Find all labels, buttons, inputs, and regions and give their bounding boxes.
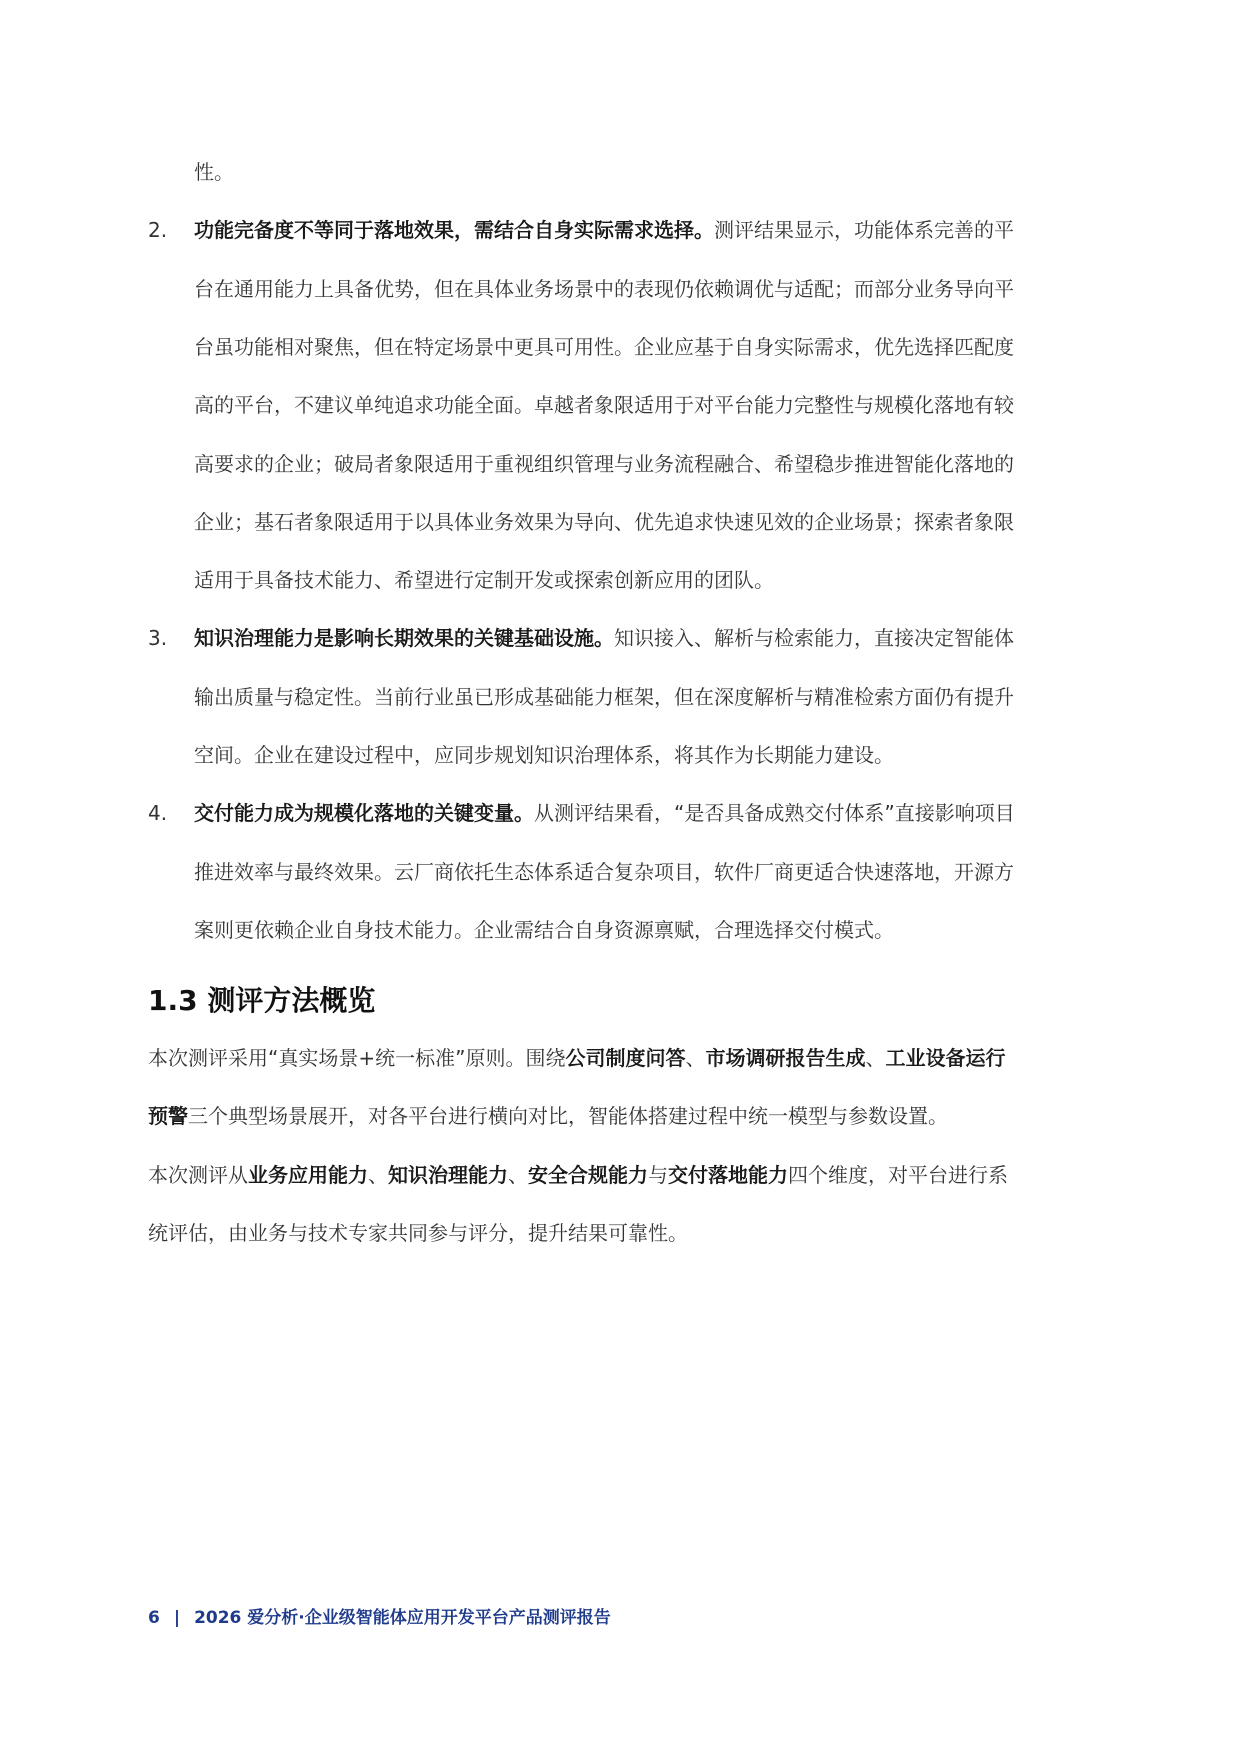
- body-text: 测评结果显示，功能体系完善的平: [714, 218, 1014, 243]
- paragraph-line: [148, 1044, 1005, 1072]
- list-item-line: [194, 508, 1014, 536]
- body-text: 高的平台，不建议单纯追求功能全面。卓越者象限适用于对平台能力完整性与规模化落地有较: [194, 393, 1014, 418]
- section-heading: 1.3 测评方法概览: [148, 984, 376, 1017]
- list-item-line: [194, 916, 894, 944]
- list-item-line: [194, 158, 234, 186]
- body-text: 空间。企业在建设过程中，应同步规划知识治理体系，将其作为长期能力建设。: [194, 743, 894, 767]
- emphasis-text: 知识治理能力: [388, 1162, 508, 1187]
- footer-report-title: 2026 爱分析·企业级智能体应用开发平台产品测评报告: [194, 1608, 611, 1628]
- list-item-line: [194, 799, 1015, 827]
- footer-page-number: 6: [148, 1608, 160, 1628]
- body-text: 企业；基石者象限适用于以具体业务效果为导向、优先追求快速见效的企业场景；探索者象限: [194, 509, 1014, 534]
- list-item-line: [194, 333, 1014, 361]
- body-text: 性。: [194, 160, 234, 184]
- body-text: 案则更依赖企业自身技术能力。企业需结合自身资源禀赋，合理选择交付模式。: [194, 917, 894, 942]
- body-text: 、: [368, 1162, 388, 1187]
- body-text: 台在通用能力上具备优势，但在具体业务场景中的表现仍依赖调优与适配；而部分业务导向平: [194, 276, 1014, 301]
- body-text: 从测评结果看，“是否具备成熟交付体系”直接影响项目: [534, 801, 1015, 826]
- list-item-number: 3.: [148, 626, 168, 651]
- emphasis-text: 工业设备运行: [885, 1046, 1006, 1070]
- list-item-line: [194, 741, 894, 769]
- list-item-number: 2.: [148, 218, 168, 243]
- paragraph-line: [148, 1219, 688, 1247]
- paragraph-line: [148, 1102, 948, 1130]
- body-text: 三个典型场景展开，对各平台进行横向对比，智能体搭建过程中统一模型与参数设置。: [188, 1104, 948, 1129]
- list-item-line: [194, 858, 1014, 886]
- body-text: 推进效率与最终效果。云厂商依托生态体系适合复杂项目，软件厂商更适合快速落地，开源方: [194, 859, 1014, 884]
- list-item-line: [194, 391, 1014, 419]
- body-text: 适用于具备技术能力、希望进行定制开发或探索创新应用的团队。: [194, 568, 774, 593]
- list-item-line: [194, 683, 1014, 711]
- emphasis-text: 预警: [148, 1104, 188, 1129]
- list-item-line: [194, 216, 1014, 244]
- emphasis-text: 交付能力成为规模化落地的关键变量。: [194, 801, 534, 826]
- emphasis-text: 市场调研报告生成: [705, 1046, 866, 1070]
- body-text: 输出质量与稳定性。当前行业虽已形成基础能力框架，但在深度解析与精准检索方面仍有提升: [194, 684, 1014, 709]
- list-item-line: [194, 275, 1014, 303]
- body-text: 、: [508, 1162, 528, 1187]
- emphasis-text: 公司制度问答: [565, 1046, 686, 1070]
- emphasis-text: 知识治理能力是影响长期效果的关键基础设施。: [194, 626, 614, 651]
- body-text: 台虽功能相对聚焦，但在特定场景中更具可用性。企业应基于自身实际需求，优先选择匹配度: [194, 334, 1014, 359]
- list-item-line: [194, 566, 774, 594]
- emphasis-text: 业务应用能力: [248, 1162, 368, 1187]
- body-text: 、: [865, 1046, 886, 1070]
- body-text: 知识接入、解析与检索能力，直接决定智能体: [614, 626, 1014, 651]
- page-footer: [148, 1606, 611, 1630]
- body-text: 、: [685, 1046, 706, 1070]
- emphasis-text: 安全合规能力: [528, 1162, 648, 1187]
- list-item-line: [194, 450, 1014, 478]
- body-text: 统评估，由业务与技术专家共同参与评分，提升结果可靠性。: [148, 1220, 688, 1245]
- footer-separator: |: [173, 1608, 181, 1628]
- body-text: 本次测评采用“真实场景+统一标准”原则。围绕: [148, 1046, 566, 1070]
- body-text: 与: [648, 1162, 668, 1187]
- emphasis-text: 功能完备度不等同于落地效果，需结合自身实际需求选择。: [194, 218, 714, 243]
- paragraph-line: [148, 1161, 1008, 1189]
- emphasis-text: 交付落地能力: [668, 1162, 788, 1187]
- body-text: 本次测评从: [148, 1162, 248, 1187]
- body-text: 高要求的企业；破局者象限适用于重视组织管理与业务流程融合、希望稳步推进智能化落地的: [194, 451, 1014, 476]
- list-item-number: 4.: [148, 801, 168, 826]
- body-text: 四个维度，对平台进行系: [788, 1162, 1008, 1187]
- list-item-line: [194, 624, 1014, 652]
